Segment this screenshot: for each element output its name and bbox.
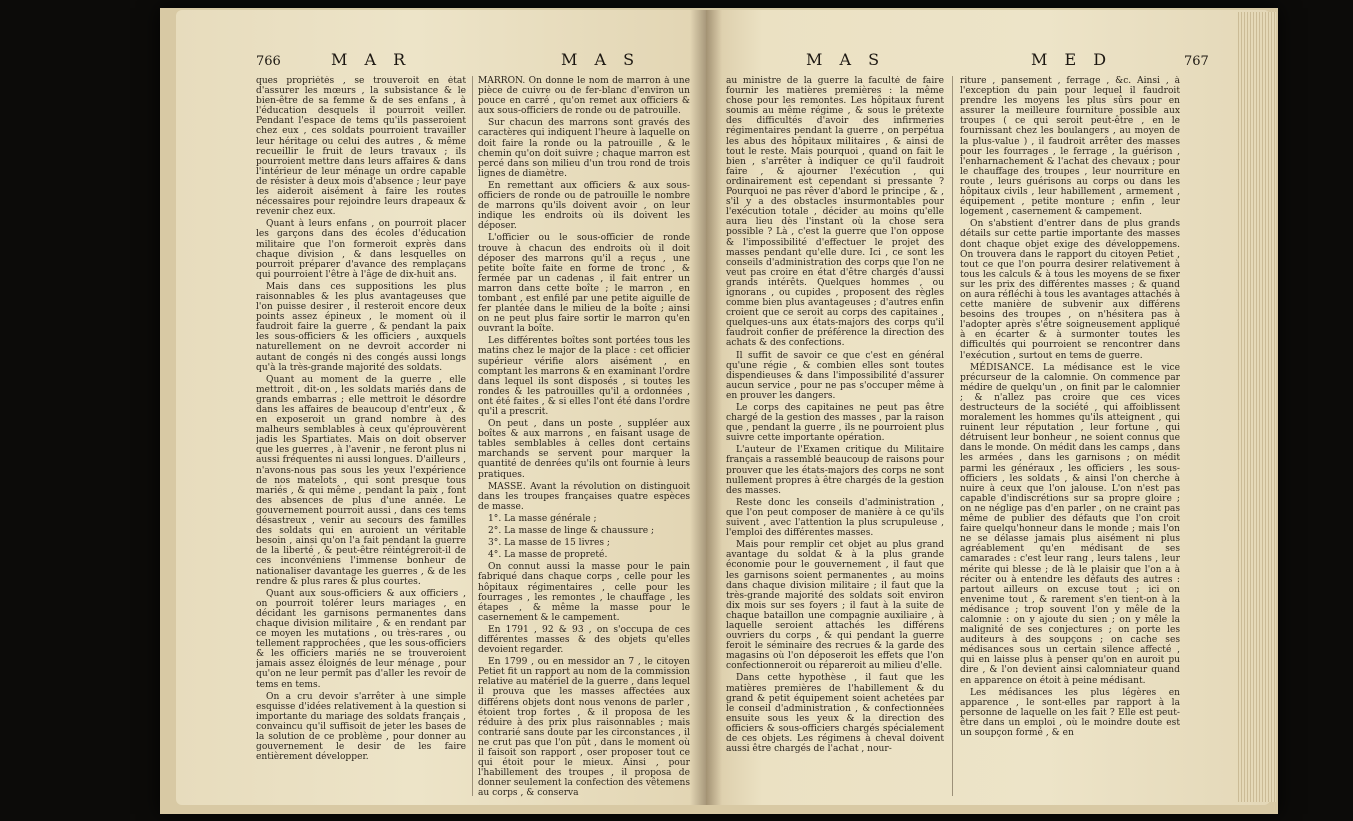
paragraph: Les médisances les plus légères en apparence , le sont-elles par rapport à la personne de laquelle on les fait ? Elle est peut-être dans un emploi , où le moindre doute est un soupçon formé , & en	[960, 687, 1180, 738]
paragraph: au ministre de la guerre la faculté de faire fournir les matières premières : la même chose pour les remontes. Les hôpitaux furent soumis au même régime , & sous le prétexte des difficultés d'avoir des infirmeries régimentaires pendant la guerre , on perpétua les abus des hôpitaux militaires , & ainsi de tout le reste. Mais pourquoi , quand on fait le bien , s'arrêter à indiquer ce qu'il faudroit faire , & ajourner l'exécution , qui ordinairement est cependant si pressante ? Pourquoi ne pas rêver d'abord le principe , & , s'il y a des obstacles insurmontables pour l'exécution totale , décider au moins qu'elle aura lieu dès l'instant où la chose sera possible ? Là , c'est la guerre que l'on oppose & l'impossibilité d'effectuer le projet des masses pendant qu'elle dure. Ici , ce sont les conseils d'administration des corps que l'on ne veut pas croire en état d'être chargés d'aussi grands intérêts. Quelques hommes , ou ignorans , ou cupides , proposent des règles comme bien plus avantageuses ; d'autres enfin croient que ce seroit au corps des capitaines , quelques-uns aux états-majors des corps qu'il faudroit confier de préférence la direction des achats & des confections.	[726, 76, 944, 349]
paragraph: riture , pansement , ferrage , &c. Ainsi , à l'exception du pain pour lequel il faudroit prendre les moyens les plus sûrs pour en assurer la meilleure fourniture possible aux troupes ( ce qui seroit peut-être , en le fournissant chez les boulangers , au moyen de la plus-value ) , il faudroit arrêter des masses pour les fourrages , le ferrage , la guérison , l'enharnachement & l'achat des chevaux ; pour le chauffage des troupes , leur nourriture en route , leurs guérisons au corps ou dans les hôpitaux civils , leur habillement , armement , équipement , petite monture ; enfin , leur logement , casernement & campement.	[960, 76, 1180, 218]
page-number: 766	[256, 54, 281, 69]
column-rule	[472, 76, 473, 796]
running-head-right: M A S	[561, 50, 641, 69]
paragraph: 4°. La masse de propreté.	[488, 550, 608, 561]
page-number: 767	[1184, 54, 1209, 69]
paragraph: 2°. La masse de linge & chaussure ;	[488, 526, 655, 537]
paragraph: On peut , dans un poste , suppléer aux boîtes & aux marrons , en faisant usage de tables semblables à celles dont certains marchands se servent pour marquer la quantité de denrées qu'ils ont fournie à leurs pratiques.	[478, 419, 690, 480]
paragraph: L'officier ou le sous-officier de ronde trouve à chacun des endroits où il doit déposer des marrons qu'il a reçus , une petite boîte faite en forme de tronc , & fermée par un cadenas , il fait entrer un marron dans cette boîte ; le marron , en tombant , est enfilé par une petite aiguille de fer plantée dans le milieu de la boîte ; ainsi on ne peut plus faire sortir le marron qu'en ouvrant la boîte.	[478, 233, 690, 335]
text-column-2	[960, 76, 1180, 798]
left-page	[176, 10, 706, 805]
paragraph: Mais pour remplir cet objet au plus grand avantage du soldat & à la plus grande économie pour le gouvernement , il faut que les garnisons soient permanentes , au moins dans chaque division militaire ; il faut que la très-grande majorité des soldats soit environ dix mois sur ses foyers ; il faut à la suite de chaque bataillon une compagnie auxiliaire , à laquelle seroient attachés les différens ouvriers du corps , & qui pendant la guerre feroit le séminaire des recrues & la garde des magasins où l'on déposeroit les effets que l'on confectionneroit ou répareroit au milieu d'elle.	[726, 540, 944, 672]
running-head-left: M A S	[806, 50, 886, 69]
text-column-1	[726, 76, 944, 798]
paragraph: En 1791 , 92 & 93 , on s'occupa de ces différentes masses & des objets qu'elles devoient regarder.	[478, 624, 690, 656]
paragraph: On connut aussi la masse pour le pain fabriqué dans chaque corps , celle pour les hôpitaux régimentaires , celle pour les fourrages , les remontes , le chauffage , les étapes , & même la masse pour le casernement & le campement.	[478, 562, 690, 623]
paragraph: Quant à leurs enfans , on pourroit placer les garçons dans des écoles d'éducation militaire que l'on formeroit exprès dans chaque division , & dans lesquelles on pourroit préparer d'avance des remplaçans qui pourroient l'être à l'âge de dix-huit ans.	[256, 219, 466, 280]
paragraph: Quant au moment de la guerre , elle mettroit , dit-on , les soldats mariés dans de grands embarras ; elle mettroit le désordre dans les affaires de beaucoup d'entr'eux , & en exposeroit un grand nombre à des malheurs semblables à ceux qu'éprouvèrent jadis les Spartiates. Mais on doit observer que les guerres , à l'avenir , ne feront plus ni aussi fréquentes ni aussi longues. D'ailleurs , n'avons-nous pas sous les yeux l'expérience de nos matelots , qui sont presque tous mariés , & qui même , pendant la paix , font des absences de plus d'une année. Le gouvernement pourroit aussi , dans ces tems désastreux , venir au secours des familles des soldats qui en auroient un véritable besoin , ainsi qu'on l'a fait pendant la guerre de la liberté , & peut-être réintégreroit-il de ces inconvéniens l'immense bonheur de nationaliser davantage les guerres , & de les rendre & plus rares & plus courtes.	[256, 374, 466, 587]
paragraph: Reste donc les conseils d'administration , que l'on peut composer de manière à ce qu'ils suivent , avec l'attention la plus scrupuleuse , l'emploi des différentes masses.	[726, 497, 944, 539]
column-rule	[952, 76, 953, 796]
paragraph: MARRON. On donne le nom de marron à une pièce de cuivre ou de fer-blanc d'environ un pouce en carré , qu'on remet aux officiers & aux sous-officiers de ronde ou de patrouille.	[478, 76, 690, 117]
paragraph: Sur chacun des marrons sont gravés des caractères qui indiquent l'heure à laquelle on doit faire la ronde ou la patrouille , & le chemin qu'on doit suivre ; chaque marron est percé dans son milieu d'un trou rond de trois lignes de diamètre.	[478, 118, 690, 179]
running-head-left: M A R	[331, 50, 412, 69]
text-column-2	[478, 76, 690, 798]
paragraph: En 1799 , ou en messidor an 7 , le citoyen Petiet fit un rapport au nom de la commission relative au matériel de la guerre , dans lequel il prouva que les masses affectées aux différens objets dont nous venons de parler , étoient trop fortes , & il proposa de les réduire à des prix plus raisonnables ; mais contrarié sans doute par les circonstances , il ne crut pas que l'on pût , dans le moment où il faisoit son rapport , oser proposer tout ce qui étoit pour le mieux. Ainsi , pour l'habillement des troupes , il proposa de donner seulement la confection des vêtemens au corps , & conserva	[478, 657, 690, 798]
paragraph: Le corps des capitaines ne peut pas être chargé de la gestion des masses , par la raison que , pendant la guerre , ils ne pourroient plus suivre cette importante opération.	[726, 403, 944, 444]
paragraph: Mais dans ces suppositions les plus raisonnables & les plus avantageuses que l'on puisse desirer , il resteroit encore deux points assez épineux , le moment où il faudroit faire la guerre , & pendant la paix les sous-officiers & les officiers , auxquels naturellement on ne devroit accorder ni autant de congés ni des congés aussi longs qu'à la très-grande majorité des soldats.	[256, 281, 466, 373]
right-page	[706, 10, 1270, 805]
paragraph: Dans cette hypothèse , il faut que les matières premières de l'habillement & du grand & petit équipement soient achetées par le conseil d'administration , & confectionnées ensuite sous les yeux & la direction des officiers & sous-officiers chargés spécialement de ces objets. Les régimens à cheval doivent aussi être chargés de l'achat , nour-	[726, 673, 944, 755]
paragraph: ques propriétés , se trouveroit en état d'assurer les mœurs , la subsistance & le bien-être de sa femme & de ses enfans , à l'éducation desquels il pourroit veiller. Pendant l'espace de tems qu'ils passeroient chez eux , ces soldats pourroient travailler leur héritage ou celui des autres , & même recueillir le fruit de leurs travaux ; ils pourroient mettre dans leurs affaires & dans l'intérieur de leur ménage un ordre capable de résister à deux mois d'absence ; leur paye les aideroit aisément à faire les routes nécessaires pour rejoindre leurs drapeaux & revenir chez eux.	[256, 76, 466, 218]
paragraph: 1°. La masse générale ;	[488, 513, 597, 524]
paragraph: Quant aux sous-officiers & aux officiers , on pourroit tolérer leurs mariages , en décidant les garnisons permanentes dans chaque division militaire , & en rendant par ce moyen les mutations , ou très-rares , ou tellement rapprochées , que les sous-officiers & les officiers mariés ne se trouveroient jamais assez éloignés de leur ménage , pour qu'on ne leur permît pas d'aller les revoir de tems en tems.	[256, 588, 466, 690]
book-gutter	[690, 10, 722, 805]
paragraph: On a cru devoir s'arrêter à une simple esquisse d'idées relativement à la question si importante du mariage des soldats français , convaincu qu'il suffisoit de jeter les bases de la solution de ce problème , pour donner au gouvernement le desir de les faire entièrement développer.	[256, 691, 466, 763]
paragraph: 3°. La masse de 15 livres ;	[488, 538, 610, 549]
paragraph: MASSE. Avant la révolution on distinguoit dans les troupes françaises quatre espèces de masse.	[478, 481, 690, 512]
page-edges	[1238, 12, 1276, 802]
paragraph: On s'abstient d'entrer dans de plus grands détails sur cette partie importante des masses dont chaque objet exige des développemens. On trouvera dans le rapport du citoyen Petiet , tout ce que l'on pourra desirer relativement à tous les calculs & à tous les moyens de se fixer sur les prix des différentes masses ; & quand on aura réfléchi à tous les avantages attachés à cette manière de subvenir aux différens besoins des troupes , on n'hésitera pas à l'adopter après s'être soigneusement appliqué à en écarter & à surmonter toutes les difficultés qui pourroient se rencontrer dans l'exécution , surtout en tems de guerre.	[960, 219, 1180, 361]
paragraph: L'auteur de l'Examen critique du Militaire français a rassemblé beaucoup de raisons pour prouver que les états-majors des corps ne sont nullement propres à être chargés de la gestion des masses.	[726, 445, 944, 496]
paragraph: Les différentes boîtes sont portées tous les matins chez le major de la place : cet officier supérieur vérifie alors aisément , en comptant les marrons & en examinant l'ordre dans lequel ils sont disposés , si toutes les rondes & les patrouilles qu'il a ordonnées , ont été faites , & si elles l'ont été dans l'ordre qu'il a prescrit.	[478, 336, 690, 417]
running-head-right: M E D	[1031, 50, 1113, 69]
paragraph: Il suffit de savoir ce que c'est en général qu'une régie , & combien elles sont toutes dispendieuses & dans l'impossibilité d'assurer aucun service , pour ne pas s'occuper même à en prouver les dangers.	[726, 350, 944, 401]
paragraph: En remettant aux officiers & aux sous-officiers de ronde ou de patrouille le nombre de marrons qu'ils doivent avoir , on leur indique les endroits où ils doivent les déposer.	[478, 180, 690, 232]
paragraph: MÉDISANCE. La médisance est le vice précurseur de la calomnie. On commence par médire de quelqu'un , on finit par le calomnier ; & n'allez pas croire que ces vices destructeurs de la société , qui affoiblissent moralement les hommes qu'ils atteignent , qui ruinent leur réputation , leur fortune , qui détruisent leur bonheur , ne soient connus que dans le monde. On médit dans les camps , dans les armées , dans les garnisons ; on médit parmi les généraux , les officiers , les sous-officiers , les soldats , & ainsi l'on cherche à nuire à ceux que l'on jalouse. L'on n'est pas capable d'indiscrétions sur sa propre gloire ; on ne néglige pas d'en parler , on ne craint pas même de publier des défauts que l'on croit faire quelqu'honneur dans le monde ; mais l'on ne se délasse jamais plus aisément ni plus agréablement qu'en médisant de ses camarades : c'est leur rang , leurs talens , leur mérite qui blesse ; de là le plaisir que l'on a à réciter ou à entendre les défauts des autres : partout ailleurs on excuse tout ; ici on envenime tout , & rarement s'en tient-on à la médisance ; trop souvent l'on y mêle de la calomnie : on y ajoute du sien ; on y mêle la malignité de ses conjectures ; on porte les auditeurs à des soupçons ; on cache ses médisances sous un certain silence affecté , qui en laisse plus à penser qu'on en auroit pu dire , & l'on devient ainsi calomniateur quand en apparence on étoit à peine médisant.	[960, 362, 1180, 686]
text-column-1	[256, 76, 466, 798]
